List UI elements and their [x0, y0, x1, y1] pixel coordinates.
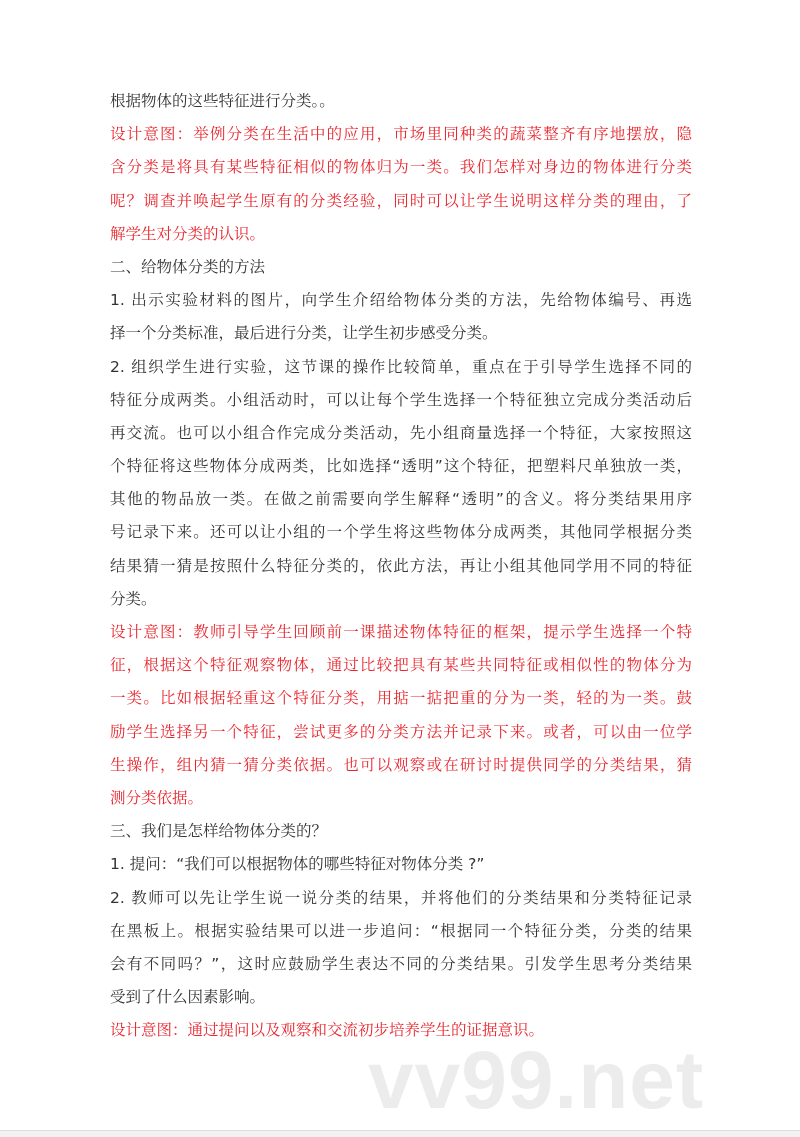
text-line: 三、我们是怎样给物体分类的？	[110, 822, 328, 841]
text-line: 二、给物体分类的方法	[110, 257, 266, 276]
text-line: 受到了什么因素影响。	[110, 988, 266, 1007]
body-paragraph	[110, 818, 692, 851]
body-paragraph	[110, 851, 692, 884]
text-line: 分类。	[110, 589, 157, 608]
text-line: 在黑板上。根据实验结果可以进一步追问：“根据同一个特征分类，分类的结果	[110, 921, 692, 940]
text-line: 一类。比如根据轻重这个特征分类，用掂一掂把重的分为一类，轻的为一类。鼓	[110, 689, 692, 708]
text-line: 号记录下来。还可以让小组的一个学生将这些物体分成两类，其他同学根据分类	[110, 523, 692, 542]
text-line: 2. 教师可以先让学生说一说分类的结果，并将他们的分类结果和分类特征记录	[110, 888, 692, 907]
design-intent-paragraph	[110, 121, 692, 254]
text-line: 解学生对分类的认识。	[110, 224, 266, 243]
text-line: 设计意图：举例分类在生活中的应用，市场里同种类的蔬菜整齐有序地摆放，隐	[110, 125, 692, 144]
body-paragraph	[110, 885, 692, 1018]
text-line: 测分类依据。	[110, 788, 204, 807]
text-line: 1. 出示实验材料的图片，向学生介绍给物体分类的方法，先给物体编号、再选	[110, 291, 692, 310]
document-content	[110, 88, 692, 1050]
text-line: 征，根据这个特征观察物体，通过比较把具有某些共同特征或相似性的物体分为	[110, 656, 692, 675]
watermark: vv99.net	[368, 1035, 705, 1126]
body-paragraph	[110, 287, 692, 353]
body-paragraph	[110, 254, 692, 287]
text-line: 再交流。也可以小组合作完成分类活动，先小组商量选择一个特征，大家按照这	[110, 423, 692, 442]
text-line: 含分类是将具有某些特征相似的物体归为一类。我们怎样对身边的物体进行分类	[110, 158, 692, 177]
text-line: 其他的物品放一类。在做之前需要向学生解释“透明”的含义。将分类结果用序	[110, 490, 692, 509]
text-line: 设计意图：通过提问以及观察和交流初步培养学生的证据意识。	[110, 1021, 545, 1040]
text-line: 根据物体的这些特征进行分类。。	[110, 92, 335, 110]
text-line: 会有不同吗？”，这时应鼓励学生表达不同的分类结果。引发学生思考分类结果	[110, 954, 692, 973]
text-line: 个特征将这些物体分成两类，比如选择“透明”这个特征，把塑料尺单独放一类，	[110, 457, 692, 476]
text-line: 生操作，组内猜一猜分类依据。也可以观察或在研讨时提供同学的分类结果，猜	[110, 755, 692, 774]
design-intent-paragraph	[110, 619, 692, 818]
text-line: 设计意图：教师引导学生回顾前一课描述物体特征的框架，提示学生选择一个特	[110, 623, 692, 641]
text-line: 励学生选择另一个特征，尝试更多的分类方法并记录下来。或者，可以由一位学	[110, 722, 692, 741]
text-line: 1. 提问：“我们可以根据物体的哪些特征对物体分类 ?”	[110, 855, 485, 874]
body-paragraph	[110, 88, 692, 121]
text-line: 特征分成两类。小组活动时，可以让每个学生选择一个特征独立完成分类活动后	[110, 390, 692, 409]
text-line: 2. 组织学生进行实验，这节课的操作比较简单，重点在于引导学生选择不同的	[110, 357, 692, 376]
body-paragraph	[110, 354, 692, 620]
text-line: 呢？调查并唤起学生原有的分类经验，同时可以让学生说明这样分类的理由，了	[110, 191, 692, 210]
text-line: 结果猜一猜是按照什么特征分类的，依此方法，再让小组其他同学用不同的特征	[110, 556, 692, 575]
text-line: 择一个分类标准，最后进行分类，让学生初步感受分类。	[110, 324, 498, 343]
